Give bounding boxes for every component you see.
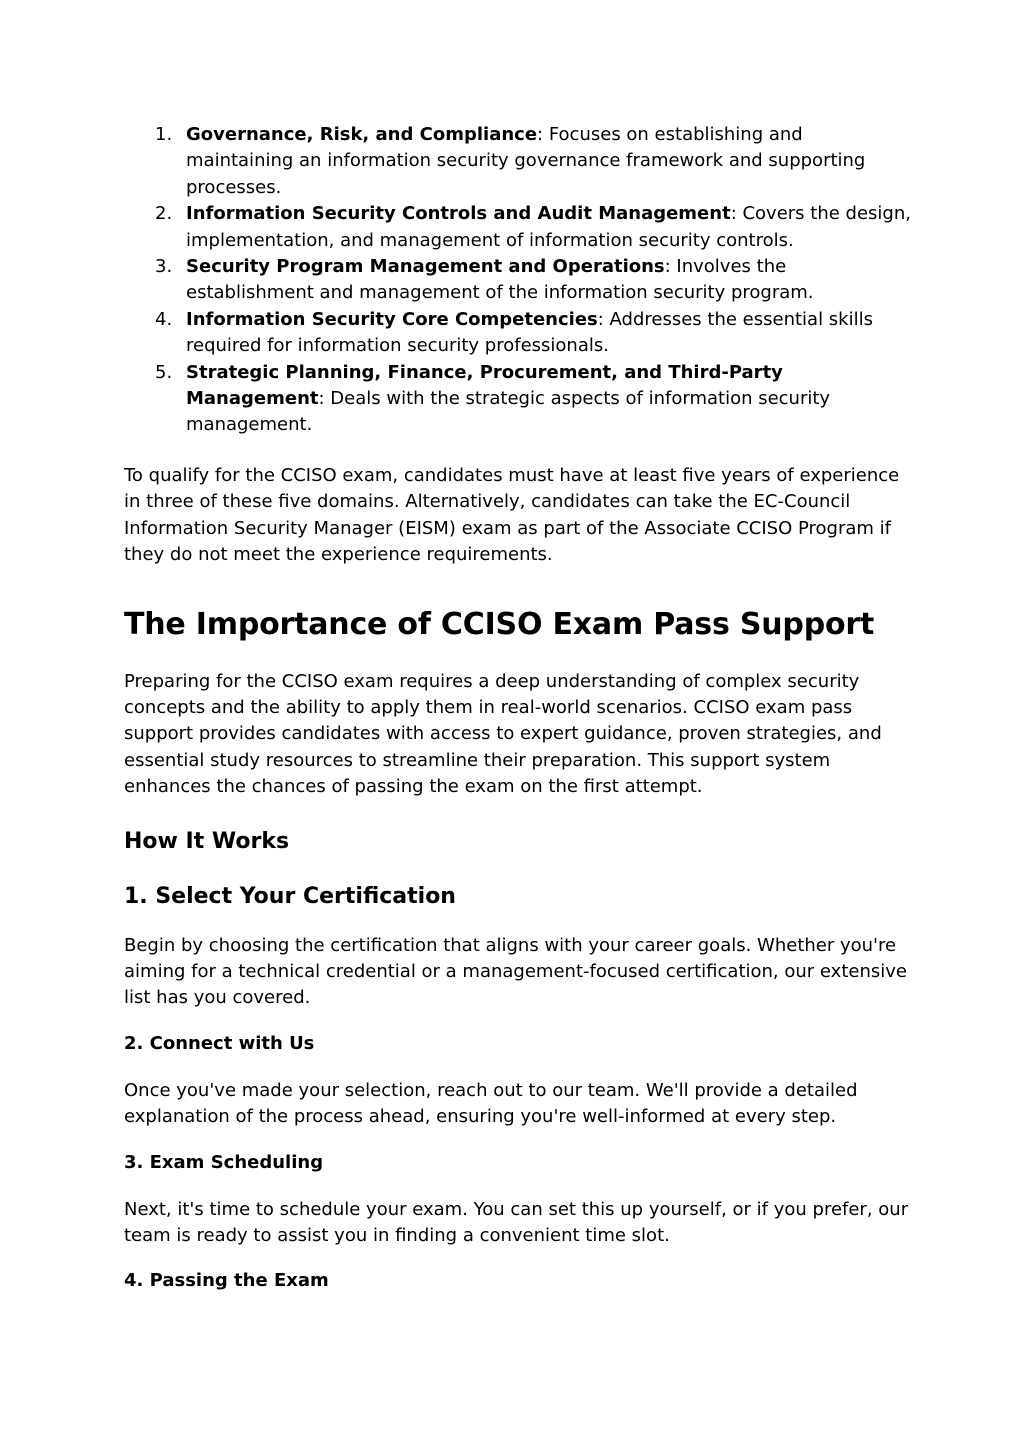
list-item-text: : Addresses the essential skills required for information security professionals. <box>186 308 873 357</box>
document-page <box>124 122 914 1293</box>
list-item <box>124 307 914 360</box>
list-item-text: : Involves the establishment and management of the information security program. <box>186 256 814 304</box>
list-number: 1. <box>155 124 173 145</box>
qualify-paragraph: To qualify for the CCISO exam, candidates must have at least five years of experience in three of these five domains. Alternatively, candidates can take the EC-Council Information Security Manager (EISM) exam as part of the Associate CCISO Program if they do not meet the experience requirements. <box>124 464 900 566</box>
list-item-text: : Covers the design, implementation, and management of information security controls. <box>186 203 911 251</box>
list-item-text: : Deals with the strategic aspects of information security management. <box>186 388 831 436</box>
step1-heading: 1. Select Your Certification <box>124 883 456 909</box>
step3-paragraph: Next, it's time to schedule your exam. You can set this up yourself, or if you prefer, our team is ready to assist you in finding a convenient time slot. <box>124 1198 909 1246</box>
list-item <box>124 254 914 307</box>
list-item <box>124 122 914 201</box>
list-item-title: Information Security Controls and Audit Management <box>186 203 731 225</box>
step4-heading: 4. Passing the Exam <box>124 1270 329 1292</box>
importance-paragraph: Preparing for the CCISO exam requires a deep understanding of complex security concepts and the ability to apply them in real-world scenarios. CCISO exam pass support provides candidates with access to expert guidance, proven strategies, and essential study resources to streamline their preparation. This support system enhances the chances of passing the exam on the first attempt. <box>124 670 882 798</box>
list-item <box>124 201 914 254</box>
step3-heading: 3. Exam Scheduling <box>124 1151 324 1173</box>
list-number: 5. <box>155 361 173 383</box>
list-number: 4. <box>155 308 173 330</box>
list-number: 3. <box>155 256 173 278</box>
list-item-text: : Focuses on establishing and maintaining an information security governance framework and supporting processes. <box>186 124 866 198</box>
section-heading: The Importance of CCISO Exam Pass Support <box>124 606 875 642</box>
step1-paragraph: Begin by choosing the certification that aligns with your career goals. Whether you're aiming for a technical credential or a management-focused certification, our extensive list has you covered. <box>124 934 907 1009</box>
list-item-title: Security Program Management and Operations <box>186 256 665 278</box>
list-number: 2. <box>155 203 173 225</box>
list-item-title: Strategic Planning, Finance, Procurement, and Third-Party Management <box>186 361 783 410</box>
domain-list <box>124 122 914 439</box>
step2-heading: 2. Connect with Us <box>124 1032 315 1054</box>
list-item <box>124 360 914 439</box>
list-item-title: Information Security Core Competencies <box>186 308 598 330</box>
list-item-title: Governance, Risk, and Compliance <box>186 124 538 145</box>
step2-paragraph: Once you've made your selection, reach out to our team. We'll provide a detailed explanation of the process ahead, ensuring you're well-informed at every step. <box>124 1079 858 1128</box>
how-it-works-heading: How It Works <box>124 828 290 854</box>
